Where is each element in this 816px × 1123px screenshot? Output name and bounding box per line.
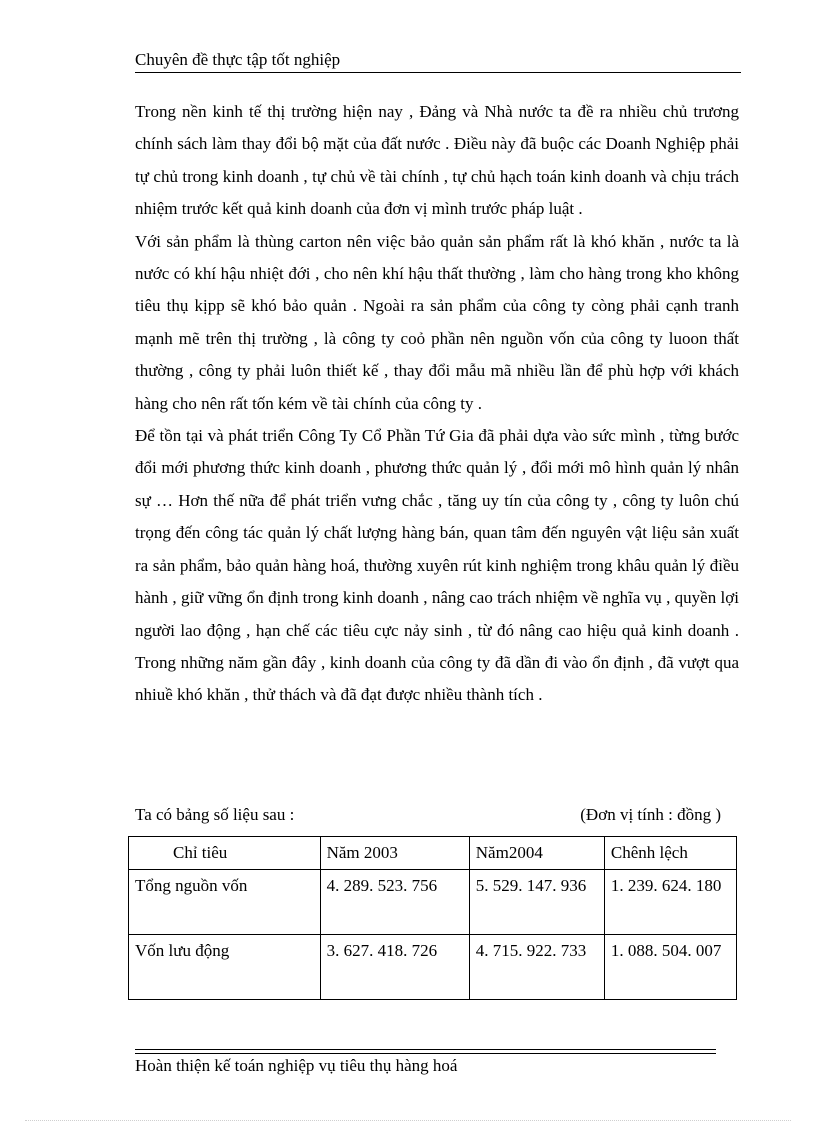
column-header: Chênh lệch: [604, 837, 736, 870]
footer-title: Hoàn thiện kế toán nghiệp vụ tiêu thụ hàng hoá: [135, 1056, 458, 1075]
table-cell: Vốn lưu động: [129, 935, 321, 1000]
table-cell: 5. 529. 147. 936: [469, 870, 604, 935]
page-footer: [135, 1055, 457, 1077]
table-caption-text: Ta có bảng số liệu sau :: [135, 805, 295, 824]
paragraph: Để tồn tại và phát triển Công Ty Cổ Phần Tứ Gia đã phải dựa vào sức mình , từng bước đổi mới phương thức kinh doanh , phương thức quản lý , đổi mới mô hình quản lý nhân sự … Hơn thế nữa để phát triển vưng chắc , tăng uy tín của công ty , công ty luôn chú trọng đến công tác quản lý chất lượng hàng bán, quan tâm đến nguyên vật liệu sản xuất ra sản phẩm, bảo quản hàng hoá, thường xuyên rút kinh nghiệm trong khâu quản lý điều hành , giữ vững ổn định trong kinh doanh , nâng cao trách nhiệm về nghĩa vụ , quyền lợi người lao động , hạn chế các tiêu cực nảy sinh , từ đó nâng cao hiệu quả kinh doanh . Trong những năm gần đây , kinh doanh của công ty đã dần đi vào ổn định , đã vượt qua nhiuề khó khăn , thử thách và đã đạt được nhiều thành tích .: [135, 426, 739, 705]
table-cell: 4. 715. 922. 733: [469, 935, 604, 1000]
header-title: Chuyên đề thực tập tốt nghiệp: [135, 50, 341, 69]
data-table: [128, 836, 737, 1000]
table-header-row: [129, 837, 737, 870]
paragraph: Trong nền kinh tế thị trường hiện nay , Đảng và Nhà nước ta đề ra nhiều chủ trương chính sách làm thay đổi bộ mặt của đất nước . Điều này đã buộc các Doanh Nghiệp phải tự chủ trong kinh doanh , tự chủ về tài chính , tự chủ hạch toán kinh doanh và chịu trách nhiệm trước kết quả kinh doanh của đơn vị mình trước pháp luật .: [135, 102, 739, 219]
table-row: [129, 870, 737, 935]
footer-divider: [135, 1049, 716, 1054]
page-header: [135, 49, 741, 73]
table-row: [129, 935, 737, 1000]
table-caption: [135, 803, 721, 827]
column-header: Năm 2003: [320, 837, 469, 870]
document-body: [135, 96, 739, 712]
table-cell: 1. 239. 624. 180: [604, 870, 736, 935]
table-cell: 1. 088. 504. 007: [604, 935, 736, 1000]
table-unit-note: (Đơn vị tính : đồng ): [580, 805, 721, 824]
page-bottom-edge: [25, 1120, 791, 1121]
table-cell: 4. 289. 523. 756: [320, 870, 469, 935]
column-header: Năm2004: [469, 837, 604, 870]
table-cell: Tổng nguồn vốn: [129, 870, 321, 935]
column-header: Chỉ tiêu: [129, 837, 321, 870]
paragraph: Với sản phẩm là thùng carton nên việc bảo quản sản phẩm rất là khó khăn , nước ta là nước có khí hậu nhiệt đới , cho nên khí hậu thất thường , làm cho hàng trong kho không tiêu thụ kịpp sẽ khó bảo quản . Ngoài ra sản phẩm của công ty còng phải cạnh tranh mạnh mẽ trên thị trường , là công ty coỏ phần nên nguồn vốn của công ty luoon thất thường , công ty phải luôn thiết kế , thay đổi mẫu mã nhiều lần để phù hợp với khách hàng cho nên rất tốn kém về tài chính của công ty .: [135, 231, 739, 413]
table-cell: 3. 627. 418. 726: [320, 935, 469, 1000]
